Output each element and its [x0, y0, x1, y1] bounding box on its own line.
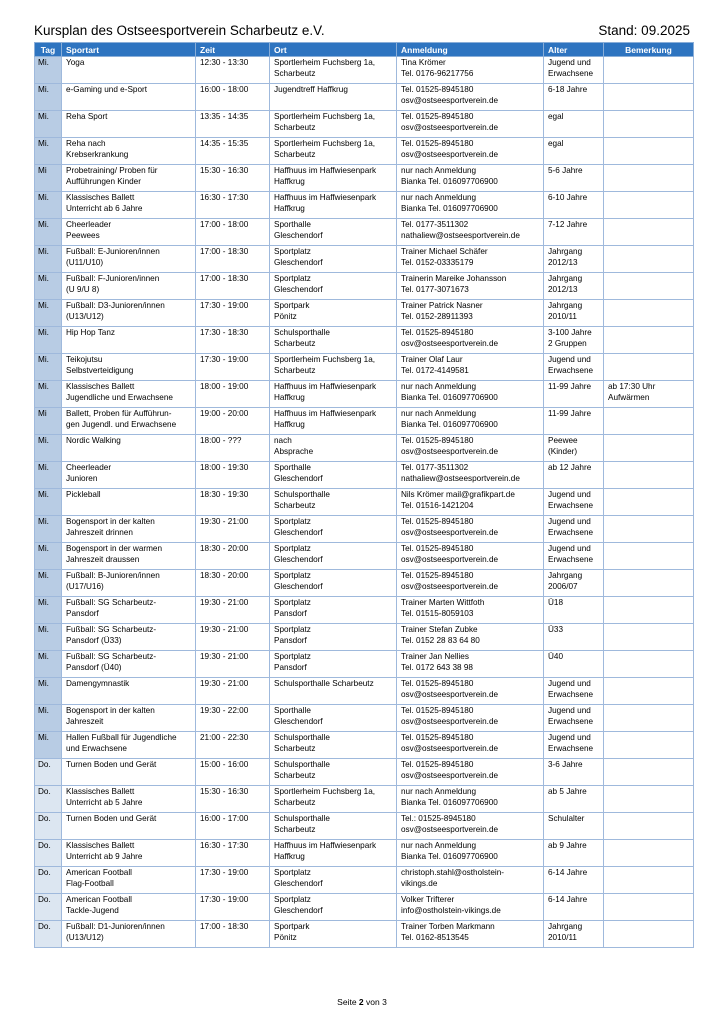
cell-ort: Jugendtreff Haffkrug [270, 84, 397, 111]
cell-zeit: 18:30 - 20:00 [196, 570, 270, 597]
cell-sportart: Teikojutsu Selbstverteidigung [62, 354, 196, 381]
table-row [35, 705, 694, 732]
cell-zeit: 17:30 - 19:00 [196, 354, 270, 381]
cell-anmeldung: nur nach Anmeldung Bianka Tel. 016097706900 [397, 786, 544, 813]
cell-bemerkung [604, 273, 694, 300]
cell-anmeldung: Nils Krömer mail@grafikpart.de Tel. 01516-1421204 [397, 489, 544, 516]
cell-anmeldung: Tel. 01525-8945180 osv@ostseesportverein.de [397, 138, 544, 165]
cell-tag: Mi. [35, 192, 62, 219]
cell-alter: Ü33 [544, 624, 604, 651]
cell-alter: Ü40 [544, 651, 604, 678]
cell-sportart: Turnen Boden und Gerät [62, 759, 196, 786]
cell-ort: Sportplatz Pansdorf [270, 651, 397, 678]
cell-ort: Sportplatz Gleschendorf [270, 516, 397, 543]
cell-zeit: 17:30 - 19:00 [196, 300, 270, 327]
cell-bemerkung: ab 17:30 Uhr Aufwärmen [604, 381, 694, 408]
table-row [35, 732, 694, 759]
cell-anmeldung: christoph.stahl@ostholstein- vikings.de [397, 867, 544, 894]
cell-anmeldung: Trainer Patrick Nasner Tel. 0152-28911393 [397, 300, 544, 327]
table-row [35, 408, 694, 435]
cell-anmeldung: Trainerin Mareike Johansson Tel. 0177-3071673 [397, 273, 544, 300]
cell-alter: ab 9 Jahre [544, 840, 604, 867]
cell-anmeldung: Tel. 01525-8945180 osv@ostseesportverein.de [397, 516, 544, 543]
cell-ort: Sportlerheim Fuchsberg 1a, Scharbeutz [270, 138, 397, 165]
cell-anmeldung: Trainer Stefan Zubke Tel. 0152 28 83 64 80 [397, 624, 544, 651]
cell-bemerkung [604, 408, 694, 435]
cell-ort: Haffhuus im Haffwiesenpark Haffkrug [270, 408, 397, 435]
cell-tag: Mi. [35, 732, 62, 759]
cell-ort: Sportplatz Gleschendorf [270, 867, 397, 894]
cell-zeit: 14:35 - 15:35 [196, 138, 270, 165]
cell-alter: 11-99 Jahre [544, 381, 604, 408]
table-row [35, 84, 694, 111]
cell-ort: Haffhuus im Haffwiesenpark Haffkrug [270, 192, 397, 219]
cell-sportart: Cheerleader Junioren [62, 462, 196, 489]
table-header-row [35, 43, 694, 57]
cell-sportart: American Football Tackle-Jugend [62, 894, 196, 921]
cell-tag: Do. [35, 759, 62, 786]
cell-tag: Mi. [35, 381, 62, 408]
footer-suffix: von 3 [363, 997, 387, 1007]
cell-sportart: Fußball: D3-Junioren/innen (U13/U12) [62, 300, 196, 327]
cell-bemerkung [604, 165, 694, 192]
footer-page-number: 2 [358, 997, 364, 1007]
table-row [35, 273, 694, 300]
cell-zeit: 17:30 - 19:00 [196, 867, 270, 894]
cell-tag: Mi [35, 165, 62, 192]
cell-zeit: 18:00 - ??? [196, 435, 270, 462]
cell-tag: Mi. [35, 354, 62, 381]
page-footer [0, 997, 724, 1007]
cell-alter: Jugend und Erwachsene [544, 489, 604, 516]
cell-tag: Mi. [35, 111, 62, 138]
cell-tag: Mi. [35, 246, 62, 273]
cell-anmeldung: Tel. 01525-8945180 osv@ostseesportverein.de [397, 570, 544, 597]
cell-anmeldung: Tel. 01525-8945180 osv@ostseesportverein.de [397, 678, 544, 705]
cell-tag: Mi. [35, 327, 62, 354]
cell-anmeldung: Tel.: 01525-8945180 osv@ostseesportverein.de [397, 813, 544, 840]
cell-ort: Schulsporthalle Scharbeutz [270, 678, 397, 705]
cell-sportart: Klassisches Ballett Unterricht ab 6 Jahre [62, 192, 196, 219]
cell-bemerkung [604, 894, 694, 921]
cell-ort: Schulsporthalle Scharbeutz [270, 327, 397, 354]
table-row [35, 786, 694, 813]
cell-bemerkung [604, 813, 694, 840]
document-date: Stand: 09.2025 [598, 22, 690, 38]
cell-alter: Jugend und Erwachsene [544, 732, 604, 759]
cell-tag: Mi. [35, 273, 62, 300]
table-row [35, 192, 694, 219]
cell-bemerkung [604, 354, 694, 381]
cell-zeit: 18:30 - 19:30 [196, 489, 270, 516]
cell-tag: Mi. [35, 597, 62, 624]
cell-tag: Mi. [35, 651, 62, 678]
cell-ort: Haffhuus im Haffwiesenpark Haffkrug [270, 840, 397, 867]
cell-alter: egal [544, 111, 604, 138]
cell-alter: Jugend und Erwachsene [544, 57, 604, 84]
cell-alter: 6-18 Jahre [544, 84, 604, 111]
cell-bemerkung [604, 111, 694, 138]
cell-bemerkung [604, 570, 694, 597]
table-row [35, 570, 694, 597]
cell-bemerkung [604, 786, 694, 813]
cell-ort: nach Absprache [270, 435, 397, 462]
table-row [35, 165, 694, 192]
cell-tag: Mi. [35, 624, 62, 651]
table-row [35, 138, 694, 165]
cell-zeit: 21:00 - 22:30 [196, 732, 270, 759]
cell-zeit: 16:00 - 17:00 [196, 813, 270, 840]
cell-anmeldung: Volker Trifterer info@ostholstein-vikings.de [397, 894, 544, 921]
cell-zeit: 17:30 - 18:30 [196, 327, 270, 354]
column-header-sportart: Sportart [62, 43, 196, 57]
cell-bemerkung [604, 138, 694, 165]
cell-tag: Do. [35, 867, 62, 894]
cell-alter: Jugend und Erwachsene [544, 678, 604, 705]
table-row [35, 381, 694, 408]
cell-alter: 3-100 Jahre 2 Gruppen [544, 327, 604, 354]
table-row [35, 921, 694, 948]
cell-anmeldung: Trainer Torben Markmann Tel. 0162-8513545 [397, 921, 544, 948]
cell-bemerkung [604, 246, 694, 273]
cell-anmeldung: Tel. 01525-8945180 osv@ostseesportverein.de [397, 759, 544, 786]
cell-bemerkung [604, 219, 694, 246]
cell-tag: Mi. [35, 138, 62, 165]
cell-zeit: 17:00 - 18:00 [196, 219, 270, 246]
cell-sportart: American Football Flag-Football [62, 867, 196, 894]
table-row [35, 516, 694, 543]
cell-anmeldung: Tel. 0177-3511302 nathaliew@ostseesportverein.de [397, 219, 544, 246]
cell-tag: Mi [35, 408, 62, 435]
cell-zeit: 12:30 - 13:30 [196, 57, 270, 84]
cell-sportart: Hallen Fußball für Jugendliche und Erwachsene [62, 732, 196, 759]
cell-bemerkung [604, 921, 694, 948]
cell-sportart: Bogensport in der kalten Jahreszeit [62, 705, 196, 732]
cell-ort: Sportplatz Pansdorf [270, 624, 397, 651]
cell-bemerkung [604, 435, 694, 462]
cell-tag: Mi. [35, 84, 62, 111]
cell-alter: Jahrgang 2006/07 [544, 570, 604, 597]
column-header-anmeldung: Anmeldung [397, 43, 544, 57]
table-row [35, 840, 694, 867]
table-row [35, 246, 694, 273]
cell-ort: Sportplatz Gleschendorf [270, 273, 397, 300]
table-row [35, 678, 694, 705]
cell-alter: Jugend und Erwachsene [544, 516, 604, 543]
cell-anmeldung: nur nach Anmeldung Bianka Tel. 016097706900 [397, 165, 544, 192]
cell-bemerkung [604, 678, 694, 705]
cell-zeit: 16:00 - 18:00 [196, 84, 270, 111]
cell-ort: Sportlerheim Fuchsberg 1a, Scharbeutz [270, 57, 397, 84]
table-row [35, 651, 694, 678]
cell-alter: Peewee (Kinder) [544, 435, 604, 462]
cell-alter: 11-99 Jahre [544, 408, 604, 435]
table-row [35, 462, 694, 489]
cell-zeit: 19:00 - 20:00 [196, 408, 270, 435]
cell-tag: Do. [35, 921, 62, 948]
cell-ort: Sportpark Pönitz [270, 300, 397, 327]
cell-ort: Sportplatz Gleschendorf [270, 894, 397, 921]
cell-tag: Mi. [35, 516, 62, 543]
cell-sportart: Reha Sport [62, 111, 196, 138]
cell-sportart: Fußball: SG Scharbeutz- Pansdorf (Ü40) [62, 651, 196, 678]
table-row [35, 327, 694, 354]
table-row [35, 57, 694, 84]
cell-bemerkung [604, 489, 694, 516]
cell-zeit: 17:00 - 18:30 [196, 921, 270, 948]
cell-anmeldung: Trainer Jan Nellies Tel. 0172 643 38 98 [397, 651, 544, 678]
cell-bemerkung [604, 300, 694, 327]
cell-bemerkung [604, 57, 694, 84]
page-header [34, 20, 690, 40]
cell-ort: Sportlerheim Fuchsberg 1a, Scharbeutz [270, 111, 397, 138]
cell-bemerkung [604, 732, 694, 759]
cell-alter: 7-12 Jahre [544, 219, 604, 246]
cell-tag: Do. [35, 840, 62, 867]
cell-tag: Mi. [35, 705, 62, 732]
column-header-alter: Alter [544, 43, 604, 57]
cell-zeit: 17:00 - 18:30 [196, 246, 270, 273]
cell-bemerkung [604, 651, 694, 678]
table-row [35, 300, 694, 327]
cell-tag: Mi. [35, 219, 62, 246]
cell-bemerkung [604, 840, 694, 867]
cell-sportart: Yoga [62, 57, 196, 84]
cell-tag: Do. [35, 894, 62, 921]
cell-sportart: Nordic Walking [62, 435, 196, 462]
table-row [35, 435, 694, 462]
cell-alter: 5-6 Jahre [544, 165, 604, 192]
cell-anmeldung: Tel. 01525-8945180 osv@ostseesportverein.de [397, 732, 544, 759]
cell-sportart: Fußball: F-Junioren/innen (U 9/U 8) [62, 273, 196, 300]
table-row [35, 543, 694, 570]
cell-anmeldung: Trainer Olaf Laur Tel. 0172-4149581 [397, 354, 544, 381]
cell-bemerkung [604, 705, 694, 732]
cell-sportart: Fußball: B-Junioren/innen (U17/U16) [62, 570, 196, 597]
table-row [35, 624, 694, 651]
cell-zeit: 19:30 - 21:00 [196, 597, 270, 624]
cell-anmeldung: nur nach Anmeldung Bianka Tel. 016097706900 [397, 381, 544, 408]
cell-sportart: Klassisches Ballett Unterricht ab 9 Jahre [62, 840, 196, 867]
cell-sportart: Turnen Boden und Gerät [62, 813, 196, 840]
cell-tag: Mi. [35, 300, 62, 327]
cell-alter: ab 12 Jahre [544, 462, 604, 489]
cell-ort: Schulsporthalle Scharbeutz [270, 759, 397, 786]
cell-bemerkung [604, 462, 694, 489]
cell-zeit: 15:30 - 16:30 [196, 165, 270, 192]
course-table [34, 42, 694, 948]
cell-tag: Mi. [35, 489, 62, 516]
cell-bemerkung [604, 327, 694, 354]
cell-anmeldung: nur nach Anmeldung Bianka Tel. 016097706900 [397, 840, 544, 867]
cell-alter: Jugend und Erwachsene [544, 705, 604, 732]
cell-tag: Mi. [35, 570, 62, 597]
cell-bemerkung [604, 759, 694, 786]
cell-tag: Do. [35, 786, 62, 813]
cell-ort: Sportplatz Gleschendorf [270, 543, 397, 570]
cell-alter: Jugend und Erwachsene [544, 354, 604, 381]
cell-anmeldung: Tel. 01525-8945180 osv@ostseesportverein.de [397, 543, 544, 570]
cell-zeit: 19:30 - 21:00 [196, 678, 270, 705]
cell-tag: Mi. [35, 57, 62, 84]
table-row [35, 489, 694, 516]
cell-zeit: 18:00 - 19:30 [196, 462, 270, 489]
cell-zeit: 19:30 - 21:00 [196, 651, 270, 678]
cell-sportart: Bogensport in der kalten Jahreszeit drinnen [62, 516, 196, 543]
cell-ort: Sportpark Pönitz [270, 921, 397, 948]
cell-ort: Schulsporthalle Scharbeutz [270, 732, 397, 759]
cell-sportart: Hip Hop Tanz [62, 327, 196, 354]
cell-alter: Jahrgang 2012/13 [544, 273, 604, 300]
cell-ort: Haffhuus im Haffwiesenpark Haffkrug [270, 165, 397, 192]
cell-alter: 6-14 Jahre [544, 894, 604, 921]
cell-alter: 6-14 Jahre [544, 867, 604, 894]
table-row [35, 759, 694, 786]
cell-anmeldung: Tel. 01525-8945180 osv@ostseesportverein.de [397, 435, 544, 462]
cell-anmeldung: nur nach Anmeldung Bianka Tel. 016097706900 [397, 408, 544, 435]
cell-alter: Schulalter [544, 813, 604, 840]
cell-ort: Sporthalle Gleschendorf [270, 219, 397, 246]
cell-ort: Sporthalle Gleschendorf [270, 462, 397, 489]
table-row [35, 813, 694, 840]
table-row [35, 597, 694, 624]
cell-ort: Sportlerheim Fuchsberg 1a, Scharbeutz [270, 354, 397, 381]
cell-alter: egal [544, 138, 604, 165]
cell-zeit: 17:00 - 18:30 [196, 273, 270, 300]
cell-sportart: Ballett, Proben für Aufführun- gen Jugendl. und Erwachsene [62, 408, 196, 435]
cell-sportart: Cheerleader Peewees [62, 219, 196, 246]
cell-sportart: Fußball: SG Scharbeutz- Pansdorf [62, 597, 196, 624]
cell-alter: Jahrgang 2010/11 [544, 921, 604, 948]
cell-bemerkung [604, 867, 694, 894]
footer-prefix: Seite [337, 997, 359, 1007]
cell-ort: Sportlerheim Fuchsberg 1a, Scharbeutz [270, 786, 397, 813]
cell-zeit: 18:00 - 19:00 [196, 381, 270, 408]
table-row [35, 219, 694, 246]
cell-bemerkung [604, 597, 694, 624]
cell-anmeldung: Trainer Michael Schäfer Tel. 0152-03335179 [397, 246, 544, 273]
cell-alter: 3-6 Jahre [544, 759, 604, 786]
cell-bemerkung [604, 516, 694, 543]
cell-zeit: 16:30 - 17:30 [196, 192, 270, 219]
cell-tag: Do. [35, 813, 62, 840]
cell-zeit: 17:30 - 19:00 [196, 894, 270, 921]
table-row [35, 111, 694, 138]
cell-ort: Sportplatz Pansdorf [270, 597, 397, 624]
cell-sportart: Probetraining/ Proben für Aufführungen Kinder [62, 165, 196, 192]
cell-tag: Mi. [35, 435, 62, 462]
cell-bemerkung [604, 543, 694, 570]
column-header-bemerkung: Bemerkung [604, 43, 694, 57]
cell-ort: Sportplatz Gleschendorf [270, 570, 397, 597]
cell-zeit: 15:00 - 16:00 [196, 759, 270, 786]
cell-alter: ab 5 Jahre [544, 786, 604, 813]
cell-alter: Jugend und Erwachsene [544, 543, 604, 570]
document-title: Kursplan des Ostseesportverein Scharbeutz e.V. [34, 22, 325, 38]
cell-anmeldung: Tel. 01525-8945180 osv@ostseesportverein.de [397, 705, 544, 732]
column-header-zeit: Zeit [196, 43, 270, 57]
cell-anmeldung: Tel. 01525-8945180 osv@ostseesportverein.de [397, 111, 544, 138]
cell-sportart: Damengymnastik [62, 678, 196, 705]
cell-zeit: 19:30 - 22:00 [196, 705, 270, 732]
cell-tag: Mi. [35, 462, 62, 489]
cell-alter: Jahrgang 2010/11 [544, 300, 604, 327]
cell-sportart: Fußball: D1-Junioren/innen (U13/U12) [62, 921, 196, 948]
cell-zeit: 15:30 - 16:30 [196, 786, 270, 813]
cell-tag: Mi. [35, 678, 62, 705]
cell-tag: Mi. [35, 543, 62, 570]
cell-bemerkung [604, 84, 694, 111]
cell-ort: Schulsporthalle Scharbeutz [270, 813, 397, 840]
cell-alter: 6-10 Jahre [544, 192, 604, 219]
cell-bemerkung [604, 624, 694, 651]
cell-anmeldung: Trainer Marten Wittfoth Tel. 01515-8059103 [397, 597, 544, 624]
cell-alter: Jahrgang 2012/13 [544, 246, 604, 273]
cell-sportart: Fußball: E-Junioren/innen (U11/U10) [62, 246, 196, 273]
cell-anmeldung: Tina Krömer Tel. 0176-96217756 [397, 57, 544, 84]
column-header-tag: Tag [35, 43, 62, 57]
cell-ort: Schulsporthalle Scharbeutz [270, 489, 397, 516]
cell-zeit: 18:30 - 20:00 [196, 543, 270, 570]
cell-zeit: 19:30 - 21:00 [196, 516, 270, 543]
table-row [35, 894, 694, 921]
cell-sportart: Klassisches Ballett Unterricht ab 5 Jahre [62, 786, 196, 813]
cell-ort: Haffhuus im Haffwiesenpark Haffkrug [270, 381, 397, 408]
cell-bemerkung [604, 192, 694, 219]
column-header-ort: Ort [270, 43, 397, 57]
cell-sportart: Fußball: SG Scharbeutz- Pansdorf (Ü33) [62, 624, 196, 651]
cell-anmeldung: nur nach Anmeldung Bianka Tel. 016097706900 [397, 192, 544, 219]
table-row [35, 354, 694, 381]
cell-sportart: Reha nach Krebserkrankung [62, 138, 196, 165]
cell-zeit: 16:30 - 17:30 [196, 840, 270, 867]
table-row [35, 867, 694, 894]
cell-zeit: 13:35 - 14:35 [196, 111, 270, 138]
cell-sportart: Klassisches Ballett Jugendliche und Erwachsene [62, 381, 196, 408]
cell-zeit: 19:30 - 21:00 [196, 624, 270, 651]
cell-sportart: Bogensport in der warmen Jahreszeit draussen [62, 543, 196, 570]
cell-anmeldung: Tel. 0177-3511302 nathaliew@ostseesportverein.de [397, 462, 544, 489]
cell-anmeldung: Tel. 01525-8945180 osv@ostseesportverein.de [397, 84, 544, 111]
cell-alter: Ü18 [544, 597, 604, 624]
cell-sportart: e-Gaming und e-Sport [62, 84, 196, 111]
cell-anmeldung: Tel. 01525-8945180 osv@ostseesportverein.de [397, 327, 544, 354]
cell-sportart: Pickleball [62, 489, 196, 516]
cell-ort: Sportplatz Gleschendorf [270, 246, 397, 273]
cell-ort: Sporthalle Gleschendorf [270, 705, 397, 732]
